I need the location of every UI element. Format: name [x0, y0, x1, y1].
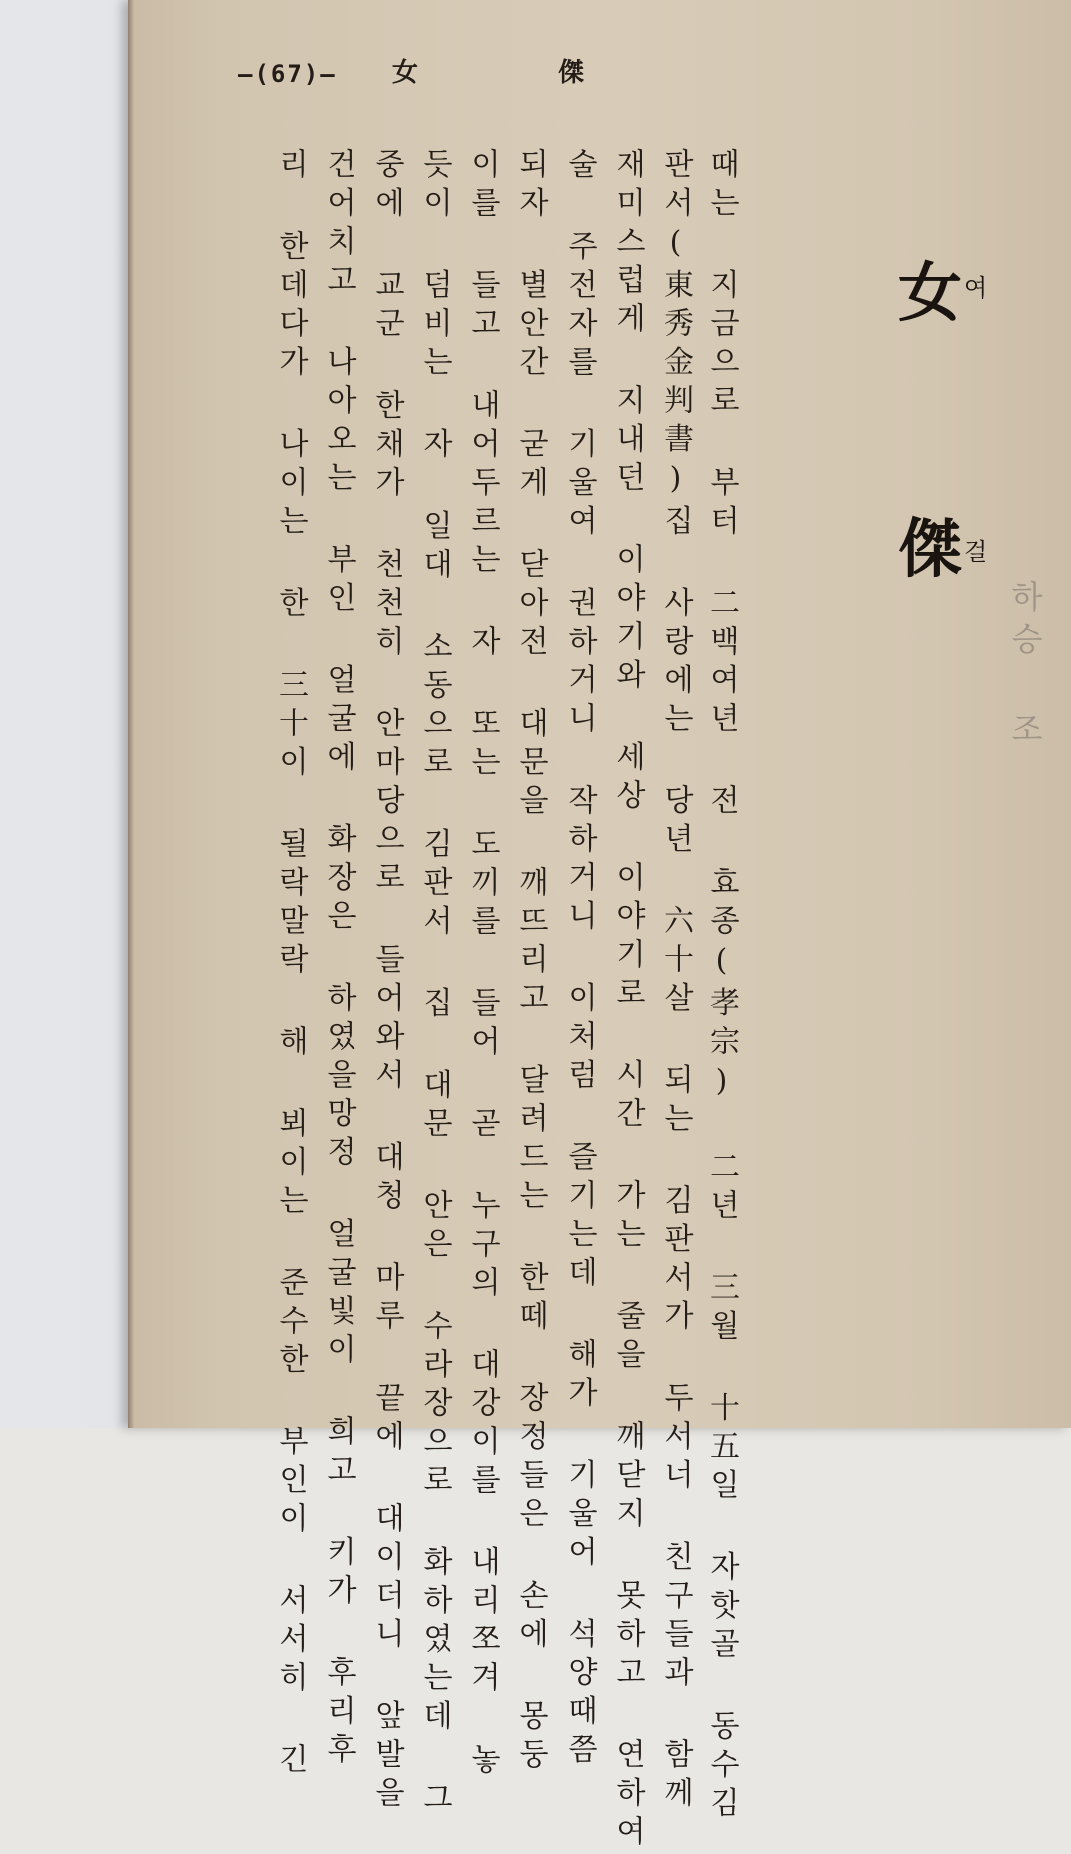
text-column-1: 때는 지금으로 부터 二백여년 전 효종(孝宗) 二년 三월 十五일 자핫골 동수김 [704, 148, 739, 1825]
text-column-10: 리 한데다가 나이는 한 三十이 될락말락 해 뵈이는 준수한 부인이 서서히 긴 [273, 148, 308, 1782]
text-column-9: 건어치고 나아오는 부인 얼굴에 화장은 하였을망정 얼굴빛이 희고 키가 후리후 [321, 148, 356, 1772]
text-column-5: 되자 별안간 굳게 닫아전 대문을 깨뜨리고 달려드는 한떼 장정들은 손에 몽둥 [513, 148, 548, 1777]
text-column-7: 듯이 덤비는 자 일대 소동으로 김판서 집 대문 안은 수라장으로 화하였는데 그 [417, 148, 452, 1820]
book-page [128, 0, 1071, 1428]
title-reading-1: 여 [964, 274, 988, 302]
title-char-1: 女 [898, 257, 962, 331]
text-column-2: 판서(東秀金判書)집 사랑에는 당년 六十살 되는 김판서가 두서너 친구들과 함께 [658, 148, 693, 1815]
title-char-2: 傑 [898, 513, 962, 587]
title-reading-2: 걸 [964, 538, 988, 566]
text-column-8: 중에 교군 한채가 천천히 안마당으로 들어와서 대청 마루 끝에 대이더니 앞발을 [369, 148, 404, 1815]
author-name: 하승 조 [1006, 580, 1044, 754]
running-header-left: 女 [392, 58, 419, 88]
page-number: —(67)— [238, 60, 337, 88]
text-column-6: 이를 들고 내어두르는 자 또는 도끼를 들어 곧 누구의 대강이를 내리쪼겨 놓 [465, 148, 500, 1782]
text-column-3: 재미스럽게 지내던 이야기와 세상 이야기로 시간 가는 줄을 깨닫지 못하고 연하여 [610, 148, 645, 1854]
running-header-right: 傑 [558, 58, 585, 88]
text-column-4: 술 주전자를 기울여 권하거니 작하거니 이처럼 즐기는데 해가 기울어 석양때쯤 [562, 148, 597, 1772]
page-gutter-edge [128, 0, 134, 1428]
